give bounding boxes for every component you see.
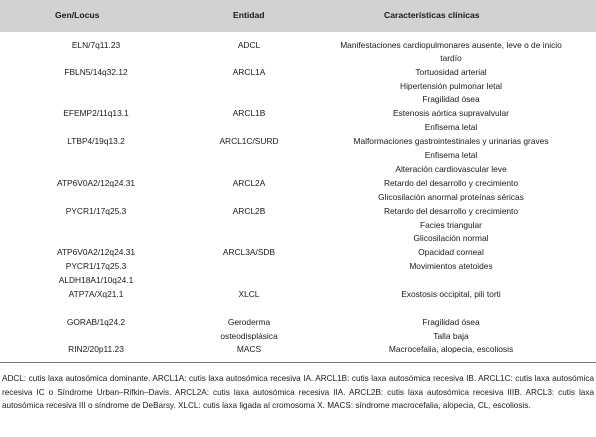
cell-caracteristicas: Hipertensión pulmonar letal	[400, 81, 502, 91]
cell-gen-locus: ATP6V0A2/12q24.31	[56, 178, 136, 188]
cell-caracteristicas: Retardo del desarrollo y crecimiento	[383, 206, 519, 216]
cell-caracteristicas: Movimientos atetoides	[409, 261, 493, 271]
table-footnote: ADCL: cutis laxa autosómica dominante. ARCL1A: cutis laxa autosómica recesiva IA. ARCL1B: cutis laxa autosómica recesiva IB. ARCL1C: cutis laxa autosómica recesiva IC o Síndrome Urban–Rifkin–Davis. ARCL2A: cutis laxa autosómica recesiva IIA. ARCL2B: cutis laxa autosómica recesiva IIIB. ARCL3: cutis laxa autosómica recesiva III o síndrome de DeBarsy. XLCL: cutis laxa ligada al cromosoma X. MACS: síndrome macrocefalia, alopecia, CL, escoliosis.	[2, 374, 594, 410]
cell-caracteristicas: Macrocefalia, alopecia, escoliosis	[388, 344, 514, 354]
table-header-row	[0, 0, 596, 32]
cell-entidad: ARCL2A	[232, 178, 266, 188]
cell-entidad: ARCL2B	[232, 206, 266, 216]
cell-entidad: ARCL1A	[232, 67, 266, 77]
cell-gen-locus: ELN/7q11.23	[71, 40, 121, 50]
header-caracteristicas: Características clínicas	[384, 10, 480, 20]
cell-gen-locus: FBLN5/14q32.12	[64, 67, 128, 77]
cell-caracteristicas: Opacidad corneal	[418, 247, 484, 257]
cell-gen-locus: ATP6V0A2/12q24.31	[56, 247, 136, 257]
cell-gen-locus: LTBP4/19q13.2	[67, 136, 125, 146]
cell-entidad: ARCL3A/SDB	[222, 247, 276, 257]
cell-gen-locus: GORAB/1q24.2	[66, 317, 126, 327]
cell-caracteristicas: Alteración cardiovascular leve	[395, 164, 507, 174]
cell-caracteristicas: Talla baja	[433, 331, 469, 341]
cell-caracteristicas: tardío	[440, 53, 462, 63]
cell-entidad: ARCL1B	[232, 108, 266, 118]
cell-caracteristicas: Glicosilación anormal proteínas séricas	[378, 192, 524, 202]
cell-entidad: ARCL1C/SURD	[219, 136, 279, 146]
cell-gen-locus: ATP7A/Xq21.1	[68, 289, 124, 299]
cell-caracteristicas: Exostosis occipital, pili torti	[401, 289, 501, 299]
header-entidad: Entidad	[233, 10, 265, 20]
cell-gen-locus: EFEMP2/11q13.1	[63, 108, 129, 118]
cell-gen-locus: PYCR1/17q25.3	[65, 261, 127, 271]
cell-caracteristicas: Enfisema letal	[424, 122, 478, 132]
cell-entidad: ADCL	[237, 40, 261, 50]
cell-caracteristicas: Malformaciones gastrointestinales y urinarias graves	[353, 136, 549, 146]
header-gen-locus: Gen/Locus	[55, 10, 100, 20]
cell-caracteristicas: Manifestaciones cardiopulmonares ausente, leve o de inicio	[340, 40, 562, 50]
cell-caracteristicas: Fragilidad ósea	[422, 317, 480, 327]
cell-caracteristicas: Estenosis aórtica supravalvular	[393, 108, 509, 118]
cell-caracteristicas: Glicosilación normal	[413, 233, 489, 243]
cell-caracteristicas: Facies triangular	[420, 220, 482, 230]
cell-caracteristicas: Enfisema letal	[424, 150, 478, 160]
cell-entidad: osteodisplásica	[220, 331, 278, 341]
cell-entidad: Geroderma	[227, 317, 271, 327]
cell-entidad: MACS	[236, 344, 262, 354]
table-bottom-rule	[0, 362, 596, 363]
cell-caracteristicas: Retardo del desarrollo y crecimiento	[383, 178, 519, 188]
cell-caracteristicas: Fragilidad ósea	[422, 94, 480, 104]
cell-gen-locus: ALDH18A1/10q24.1	[58, 275, 134, 285]
cell-entidad: XLCL	[238, 289, 260, 299]
cell-gen-locus: PYCR1/17q25.3	[65, 206, 127, 216]
cell-gen-locus: RIN2/20p11.23	[68, 344, 124, 354]
cell-caracteristicas: Tortuosidad arterial	[415, 67, 487, 77]
